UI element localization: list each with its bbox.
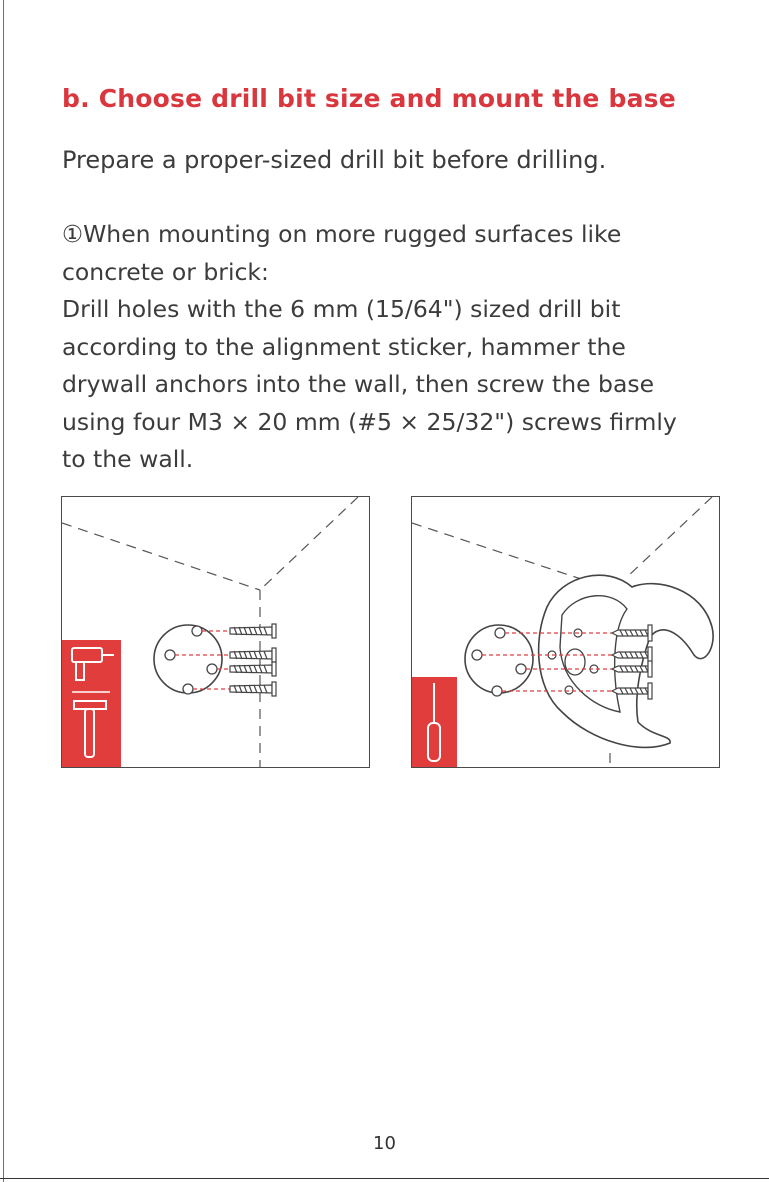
instruction-line: Drill holes with the 6 mm (15/64") sized drill bit	[62, 295, 621, 323]
page-edge-left	[3, 0, 4, 1182]
instruction-line: according to the alignment sticker, hammer the	[62, 332, 626, 361]
instruction-line: drywall anchors into the wall, then screw the base	[62, 370, 655, 398]
base-plate	[154, 625, 222, 693]
anchor	[230, 682, 276, 696]
anchor	[230, 662, 276, 676]
instructions	[62, 216, 732, 479]
drywall-anchors	[230, 624, 276, 696]
instruction-line: ①When mounting on more rugged surfaces like	[62, 220, 622, 248]
instruction-line: concrete or brick:	[62, 257, 269, 286]
tool-strip	[62, 640, 121, 768]
anchor-install-illustration	[62, 497, 370, 768]
page-number: 10	[373, 1133, 396, 1154]
instruction-line: using four M3 × 20 mm (#5 × 25/32") screws firmly	[62, 407, 677, 436]
figure-anchor-install	[61, 496, 370, 768]
anchor	[230, 648, 276, 662]
instruction-line: to the wall.	[62, 445, 194, 473]
mount-center-hole	[565, 649, 585, 675]
anchor	[230, 624, 276, 638]
intro-text: Prepare a proper-sized drill bit before drilling.	[62, 146, 607, 174]
page-edge-bottom	[0, 1178, 769, 1179]
section-heading: b. Choose drill bit size and mount the base	[62, 84, 676, 113]
figure-screw-base	[411, 496, 720, 768]
screw-base-illustration	[412, 497, 720, 768]
